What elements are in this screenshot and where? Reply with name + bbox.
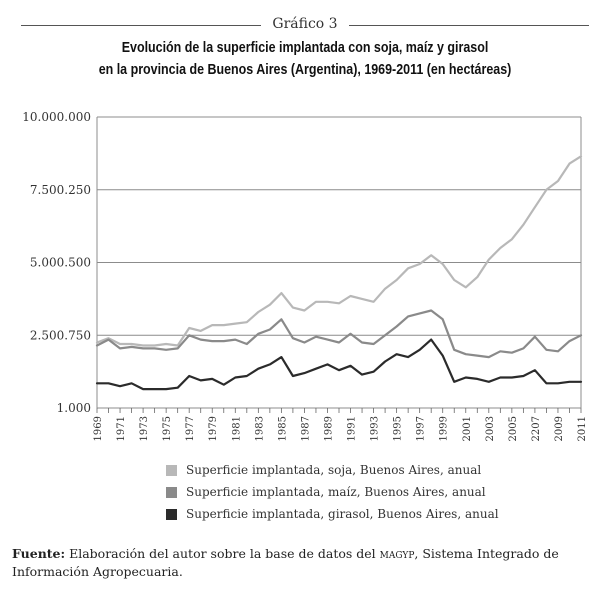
series-line-maiz bbox=[97, 311, 581, 358]
legend-swatch-girasol bbox=[166, 509, 177, 520]
chart-legend bbox=[166, 459, 499, 525]
legend-swatch-soja bbox=[166, 465, 177, 476]
x-tick-label-5: 1979 bbox=[208, 416, 220, 442]
x-tick-label-3: 1975 bbox=[162, 416, 174, 442]
chart-title-line-1: Evolución de la superficie implantada con soja, maíz y girasol bbox=[121, 40, 489, 56]
y-tick-label-3: 7.500.250 bbox=[29, 182, 91, 197]
x-tick-label-8: 1985 bbox=[277, 416, 289, 442]
x-tick-label-19: 2207 bbox=[530, 416, 542, 442]
x-tick-label-4: 1977 bbox=[185, 416, 197, 442]
x-tick-label-15: 1999 bbox=[438, 416, 450, 442]
x-tick-label-10: 1989 bbox=[323, 416, 335, 442]
source-text-before: Elaboración del autor sobre la base de datos del bbox=[65, 546, 380, 561]
figure-label: Gráfico 3 bbox=[272, 16, 338, 32]
x-tick-label-11: 1991 bbox=[346, 416, 358, 442]
x-tick-label-21: 2011 bbox=[577, 416, 588, 442]
y-tick-label-2: 5.000.500 bbox=[29, 255, 91, 270]
legend-item-girasol bbox=[166, 503, 499, 525]
legend-label-girasol: Superficie implantada, girasol, Buenos Aires, anual bbox=[186, 507, 499, 521]
x-tick-label-7: 1983 bbox=[254, 416, 266, 442]
x-tick-label-14: 1997 bbox=[415, 416, 427, 442]
source-note bbox=[12, 545, 596, 581]
legend-label-soja: Superficie implantada, soja, Buenos Aires, anual bbox=[186, 463, 482, 477]
series-layer bbox=[97, 156, 581, 389]
y-tick-label-0: 1.000 bbox=[56, 401, 91, 415]
y-tick-label-1: 2.500.750 bbox=[29, 328, 91, 343]
x-tick-label-13: 1995 bbox=[392, 416, 404, 442]
grid-layer bbox=[97, 117, 581, 408]
x-tick-label-6: 1981 bbox=[231, 416, 243, 442]
y-tick-label-4: 10.000.000 bbox=[22, 110, 91, 124]
x-tick-label-9: 1987 bbox=[300, 416, 312, 442]
source-org: magyp bbox=[379, 546, 415, 561]
x-tick-label-20: 2009 bbox=[553, 416, 565, 442]
x-tick-label-12: 1993 bbox=[369, 416, 381, 442]
axis-layer bbox=[22, 110, 588, 441]
legend-item-maiz bbox=[166, 481, 499, 503]
chart-title-line-2: en la provincia de Buenos Aires (Argentina), 1969-2011 (en hectáreas) bbox=[98, 62, 512, 78]
x-tick-label-16: 2001 bbox=[461, 416, 473, 442]
legend-label-maiz: Superficie implantada, maíz, Buenos Aires, anual bbox=[186, 485, 486, 499]
legend-swatch-maiz bbox=[166, 487, 177, 498]
x-tick-label-0: 1969 bbox=[93, 416, 104, 442]
x-tick-label-2: 1973 bbox=[139, 416, 151, 442]
x-tick-label-1: 1971 bbox=[116, 416, 128, 442]
source-prefix: Fuente: bbox=[12, 546, 66, 561]
series-line-girasol bbox=[97, 340, 581, 390]
source-text-after: , Sistema Integrado de Información Agropecuaria. bbox=[12, 546, 559, 579]
legend-item-soja bbox=[166, 459, 499, 481]
x-tick-label-18: 2005 bbox=[507, 416, 519, 442]
series-line-soja bbox=[97, 156, 581, 345]
x-tick-label-17: 2003 bbox=[484, 416, 496, 442]
